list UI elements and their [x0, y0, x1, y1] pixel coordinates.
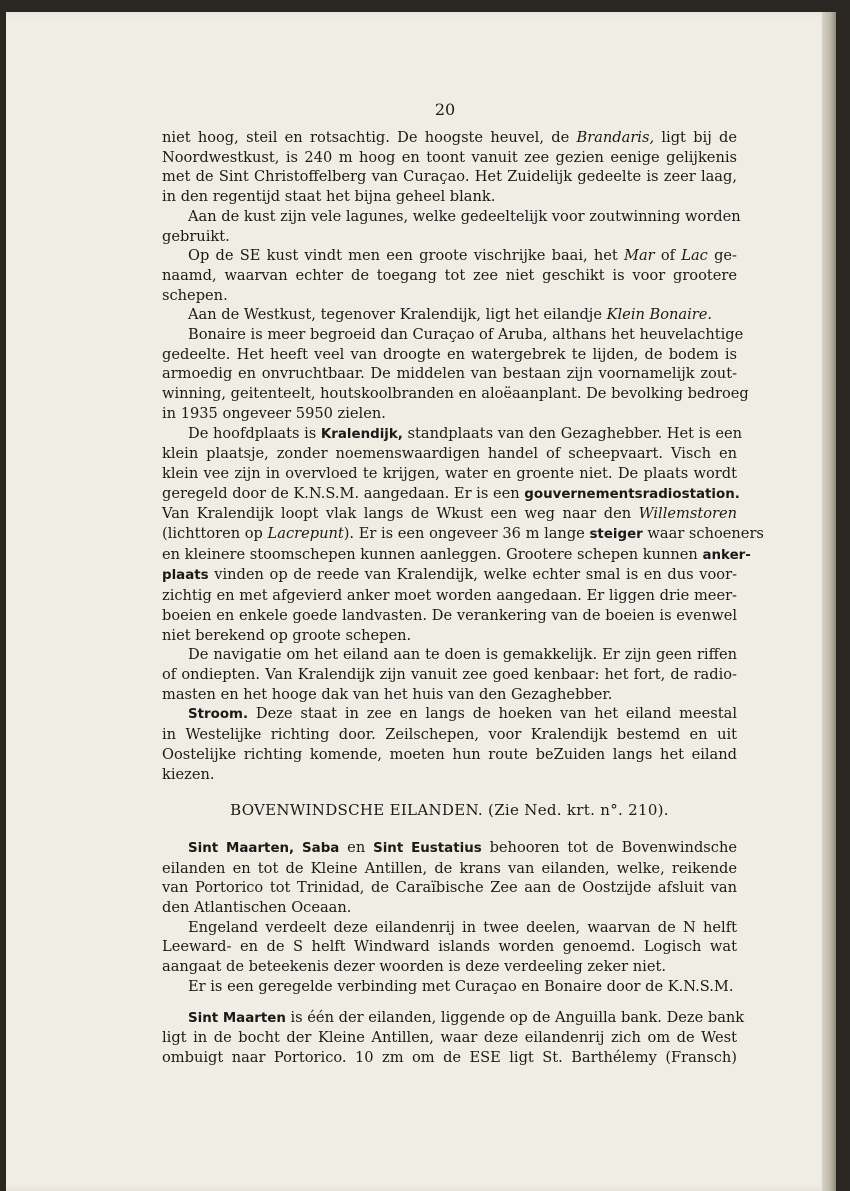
- paragraph-4: Aan de Westkust, tegenover Kralendijk, ligt het eilandje Klein Bonaire.: [188, 306, 713, 324]
- paragraph-3: Op de SE kust vindt men een groote vischrijke baai, het Mar of Lac ge- naamd, waarvan echter de toegang tot zee niet geschikt is voor grootere schepen.: [162, 247, 737, 304]
- paragraph-10: Engeland verdeelt deze eilandenrij in twee deelen, waarvan de N helft Leeward- en de S helft Windward islands worden genoemd. Logisch wat aangaat de beteekenis dezer woorden is deze verdeeling zeker niet.: [162, 918, 737, 976]
- paragraph-1: niet hoog, steil en rotsachtig. De hoogste heuvel, de Brandaris, ligt bij de Noordwestkust, is 240 m hoog en toont vanuit zee gezien eenige gelijkenis met de Sint Christoffelberg van Curaçao. Het Zuidelijk gedeelte is zeer laag, in den regentijd staat het bijna geheel blank.: [162, 129, 737, 206]
- keyword-stroom: Stroom.: [188, 707, 249, 723]
- paragraph-5: Bonaire is meer begroeid dan Curaçao of Aruba, althans het heuvelachtige gedeelte. Het heeft veel van droogte en watergebrek te lijden, de bodem is armoedig en onvruchtbaar. De middelen van bestaan zijn voornamelijk zout- winning, geitenteelt, houtskoolbranden en aloëaanplant. De bevolking bedroeg in 1935 ongeveer 5950 zielen.: [162, 326, 749, 422]
- keyword-kralendijk: Kralendijk,: [320, 426, 403, 442]
- paragraph-8: Stroom. Deze staat in zee en langs de hoeken van het eiland meestal in Westelijke richting door. Zeilschepen, voor Kralendijk bestemd en uit Oostelijke richting komende, moeten hun route beZuiden langs het eiland kiezen.: [162, 705, 737, 783]
- paragraph-7: De navigatie om het eiland aan te doen is gemakkelijk. Er zijn geen riffen of ondiepten. Van Kralendijk zijn vanuit zee goed kenbaar: het fort, de radio- masten en het hooge dak van het huis van den Gezaghebber.: [162, 646, 737, 703]
- keyword-steiger: steiger: [589, 527, 643, 543]
- paragraph-12: Sint Maarten is één der eilanden, liggende op de Anguilla bank. Deze bank ligt in de bocht der Kleine Antillen, waar deze eilandenrij zich om de West ombuigt naar Portorico. 10 zm om de ESE ligt St. Barthélemy (Fransch): [162, 1008, 745, 1066]
- keyword-ankerplaats-2: plaats: [162, 568, 209, 584]
- keyword-sint-maarten: Sint Maarten: [188, 1010, 286, 1026]
- paragraph-9: Sint Maarten, Saba en Sint Eustatius behooren tot de Bovenwindsche eilanden en tot de Kleine Antillen, de krans van eilanden, welke, reikende van Portorico tot Trinidad, de Caraïbische Zee aan de Oostzijde afsluit van den Atlantischen Oceaan.: [162, 838, 737, 917]
- paragraph-2: Aan de kust zijn vele lagunes, welke gedeeltelijk voor zoutwinning worden gebruikt.: [162, 207, 741, 245]
- keyword-radiostation: gouvernementsradiostation.: [524, 486, 740, 502]
- paragraph-11: Er is een geregelde verbinding met Curaçao en Bonaire door de K.N.S.M.: [188, 977, 734, 995]
- paragraph-6: De hoofdplaats is Kralendijk, standplaats van den Gezaghebber. Het is een klein plaatsje, zonder noemenswaardigen handel of scheepvaart. Visch en klein vee zijn in overvloed te krijgen, water en groente niet. De plaats wordt geregeld door de K.N.S.M. aangedaan. Er is een gouvernementsradiostation. Van Kralendijk loopt vlak langs de Wkust een weg naar den Willemstoren (lichttoren op Lacrepunt). Er is een ongeveer 36 m lange steiger waar schoeners en kleinere stoomschepen kunnen aanleggen. Grootere schepen kunnen anker- plaats vinden op de reede van Kralendijk, welke echter smal is en dus voor- zichtig en met afgevierd anker moet worden aangedaan. Er liggen drie meer- boeien en enkele goede landvasten. De verankering van de boeien is evenwel niet berekend op groote schepen.: [162, 424, 764, 644]
- section-heading: BOVENWINDSCHE EILANDEN. (Zie Ned. krt. n°. 210).: [230, 801, 669, 820]
- place-name-brandaris: Brandaris,: [576, 129, 655, 146]
- page-edge: [822, 12, 836, 1191]
- keyword-ankerplaats-1: anker-: [702, 547, 751, 563]
- keyword-sint-maarten-saba: Sint Maarten, Saba: [188, 840, 340, 856]
- keyword-sint-eustatius: Sint Eustatius: [373, 840, 482, 856]
- page-number: 20: [434, 100, 456, 119]
- body-text: [162, 128, 764, 1068]
